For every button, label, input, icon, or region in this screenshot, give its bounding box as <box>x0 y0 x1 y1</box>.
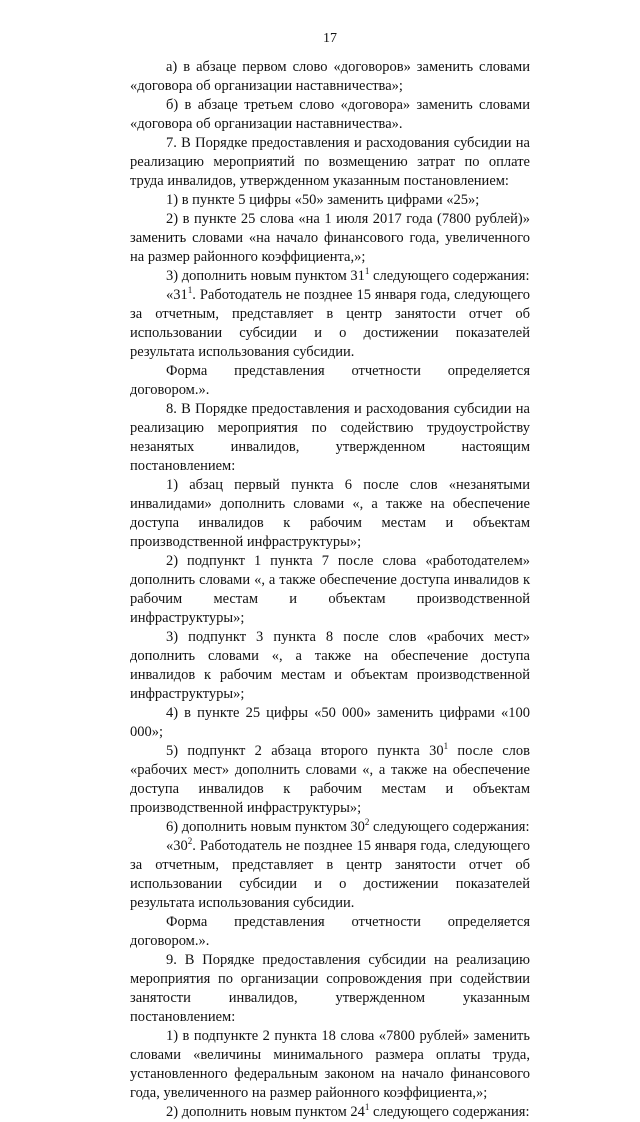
paragraph: Форма представления отчетности определяется договором.». <box>130 914 530 949</box>
paragraph: 1) в пункте 5 цифры «50» заменить цифрами «25»; <box>166 192 480 208</box>
paragraph-text: 2) дополнить новым пунктом 24 <box>166 1104 365 1120</box>
paragraph: 1) в подпункте 2 пункта 18 слова «7800 рублей» заменить словами «величины минимального размера оплаты труда, установленного федеральным законом на начало финансового года, увеличенного на размер районного коэффициента,»; <box>130 1028 530 1101</box>
superscript-index: 1 <box>187 285 193 296</box>
paragraph <box>130 818 530 837</box>
superscript-index: 1 <box>443 741 449 752</box>
paragraph: 9. В Порядке предоставления субсидии на реализацию мероприятия по организации сопровождения при содействии занятости инвалидов, утвержденном указанным постановлением: <box>130 952 530 1025</box>
paragraph <box>130 742 530 818</box>
paragraph-text: «30 <box>166 838 188 854</box>
paragraph: Форма представления отчетности определяется договором.». <box>130 363 530 398</box>
paragraph <box>130 837 530 913</box>
paragraph <box>130 267 530 286</box>
superscript-index: 2 <box>364 817 370 828</box>
paragraph <box>130 286 530 362</box>
paragraph-text: следующего содержания: <box>369 268 530 284</box>
superscript-index: 1 <box>364 266 370 277</box>
paragraph-text: после слов «рабочих мест» дополнить словами «, а также на обеспечение доступа инвалидов к рабочим местам и объектам производственной инфраструктуры»; <box>130 743 530 816</box>
superscript-index: 1 <box>364 1102 370 1113</box>
page-number: 17 <box>323 31 337 46</box>
paragraph-text: . Работодатель не позднее 15 января года, следующего за отчетным, представляет в центр занятости отчет об использовании субсидии и о достижении показателей результата использования субсидии. <box>130 838 530 911</box>
paragraph: б) в абзаце третьем слово «договора» заменить словами «договора об организации наставничества». <box>130 97 530 132</box>
paragraph <box>130 1103 530 1122</box>
paragraph: 4) в пункте 25 цифры «50 000» заменить цифрами «100 000»; <box>130 705 530 740</box>
superscript-index: 2 <box>187 836 193 847</box>
paragraph-text: 3) дополнить новым пунктом 31 <box>166 268 365 284</box>
paragraph-text: 5) подпункт 2 абзаца второго пункта 30 <box>166 743 444 759</box>
paragraph: 8. В Порядке предоставления и расходования субсидии на реализацию мероприятия по содействию трудоустройству незанятых инвалидов, утвержденном настоящим постановлением: <box>130 401 530 474</box>
paragraph-text: следующего содержания: <box>369 819 530 835</box>
paragraph-text: следующего содержания: <box>369 1104 530 1120</box>
paragraph-text: «31 <box>166 287 188 303</box>
paragraph: 2) подпункт 1 пункта 7 после слова «работодателем» дополнить словами «, а также обеспечение доступа инвалидов к рабочим местам и объектам производственной инфраструктуры»; <box>130 553 530 626</box>
document-body <box>130 58 530 1122</box>
paragraph: 3) подпункт 3 пункта 8 после слов «рабочих мест» дополнить словами «, а также на обеспечение доступа инвалидов к рабочим местам и объектам производственной инфраструктуры»; <box>130 629 530 702</box>
paragraph: 1) абзац первый пункта 6 после слов «незанятыми инвалидами» дополнить словами «, а также на обеспечение доступа инвалидов к рабочим местам и объектам производственной инфраструктуры»; <box>130 477 530 550</box>
paragraph: 7. В Порядке предоставления и расходования субсидии на реализацию мероприятий по возмещению затрат по оплате труда инвалидов, утвержденном указанным постановлением: <box>130 135 530 189</box>
paragraph-text: 6) дополнить новым пунктом 30 <box>166 819 365 835</box>
paragraph-text: . Работодатель не позднее 15 января года, следующего за отчетным, представляет в центр занятости отчет об использовании субсидии и о достижении показателей результата использования субсидии. <box>130 287 530 360</box>
paragraph: а) в абзаце первом слово «договоров» заменить словами «договора об организации наставничества»; <box>130 59 530 94</box>
paragraph: 2) в пункте 25 слова «на 1 июля 2017 года (7800 рублей)» заменить словами «на начало финансового года, увеличенного на размер районного коэффициента,»; <box>130 211 530 265</box>
